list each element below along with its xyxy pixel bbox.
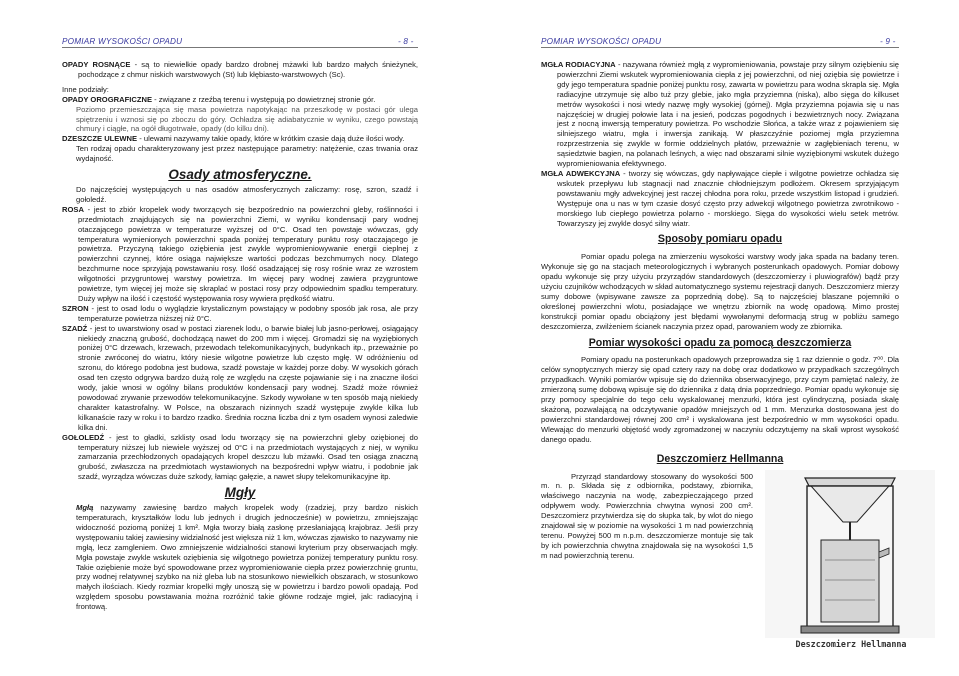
radiacyjna-paragraph (541, 60, 899, 169)
adwekcyjna-text: - tworzy się wówczas, gdy napływające ciepłe i wilgotne powietrze ochładza się wskutek przepływu lub stagnacji nad znacznie chłodniejszym podłożem. Okresem sprzyjającym powstawaniu mgły adwekcyjnej jest raczej chłodna pora roku, przede wszystkim listopad i grudzień. Występuje ona u nas w tym czasie dosyć często przy adwekcji wilgotnego powietrza zwrotnikowo - morskiego lub ciepłego powietrza polarno - morskiego. Sięga do wysokości wielu setek metrów. Towarzyszy jej zwykle dosyć silny wiatr. (557, 168, 900, 228)
mgly-text: nazywamy zawiesinę bardzo małych kropelek wody (rzadziej, przy bardzo niskich temperaturach, kryształków lodu lub jednych i drugich jednocześnie) w powietrzu, zmniejszając widoczność poziomą poniżej 1 km². Mgła tworzy białą zasłonę przesłaniającą krajobraz. Jeśli przy występowaniu takiej zawiesiny widzialność jest większa niż 1 km, wówczas zjawisko to nazywamy nie mgłą, lecz zamgleniem. Owo zmniejszenie widzialności stanowi kryterium przy obserwacjach mgły. Mgła powstaje zwykle wskutek oziębienia się wilgotnego powietrza poniżej temperatury punktu rosy. Takie oziębienie może być spowodowane przez wypromieniowanie ciepła przez powierzchnię gruntu, przy wodnej relatywnej szybko na niż gleba lub na stosunkowo niewielkich obszarach, w stosunkowo małych ilościach. Kiedy rozmiar kropelki mgły unoszą się w powietrzu i bardzo powoli opadają. Pod względem sposobu powstawania można rozróżnić takie główne rodzaje mgieł, jak: radiacyjną i frontową. (76, 503, 418, 612)
rosa-term: ROSA (62, 204, 84, 214)
ulewne-paragraph (62, 134, 418, 144)
mgly-term: Mgłą (76, 503, 94, 513)
orograficzne-text: - związane z rzeźbą terenu i występują po dowietrznej stronie gór. (152, 94, 376, 104)
figure-caption: Deszczomierz Hellmanna (795, 639, 907, 649)
inne-podzialy: Inne podziały: (62, 84, 109, 94)
osady-intro: Do najczęściej występujących u nas osadów atmosferycznych zaliczamy: rosę, szron, szadź i gołoledź. (76, 184, 418, 204)
left-column-text (62, 60, 418, 612)
hellmann-paragraph: Przyrząd standardowy stosowany do wysokości 500 m. n. p. Składa się z odbiornika, podstawy, zbiornika, właściwego naczynia na wodę, zabezpieczającego przed odpływem wody. Powierzchnia chwytna wynosi 200 cm². Deszczomierz przytwierdza się do słupka tak, by wlot do niego znajdował się w poziomie na wysokości 1 m nad powierzchnią terenu. Powyżej 500 m n.p.m. deszczomierze montuje się tak by ich powierzchnia chwytna znajdowała się na wysokości 1,5 m nad powierzchnią terenu. (541, 471, 753, 560)
gololedz-term: GOŁOLEDŹ (62, 432, 105, 442)
gololedz-text: - jest to gładki, szklisty osad lodu tworzący się na powierzchni gleby oziębionej do temperatury niższej lub niewiele wyższej od 0°C i na przedmiotach wystających z niej, w wyniku zamarzania przechłodzonych opadających kropel deszczu lub mżawki. Osad ten osiąga znaczną grubość, zwłaszcza na przedmiotach wystawionych na bezpośredni wpływ wiatru, i podobnie jak szadź, wyrządza wówczas duże szkody, łamiąc gałęzie, a nawet słupy telekomunikacyjne itp. (78, 432, 418, 482)
radiacyjna-term: MGŁA RODIACYJNA (541, 60, 616, 69)
orograficzne-detail: Poziomo przemieszczająca się masa powietrza napotykając na przeszkodę w postaci gór ulega spiętrzeniu i wznosi się po zboczu do góry. Ochładza się adiabatycznie w wyniku, czego powstają chmury i ciągłe, na ogół długotrwałe, opady (do kilku dni). (76, 104, 418, 134)
left-header-title: POMIAR WYSOKOŚCI OPADU (62, 37, 183, 46)
sposoby-paragraph: Pomiar opadu polega na zmierzeniu wysokości warstwy wody jaka spada na badany teren. Wykonuje się go na stacjach meteorologicznych i wybranych posterunkach opadowych. Pomiar dobowy opadu wykonuje się przy użyciu przyrządów standardowych (deszczomierzy i pluwiografów) bądź przy użyciu czujników wchodzących w skład automatycznego systemu rejestracji danych. Deszczomierz mierzy sumy dobowe (wpisywane zawsze za poprzednią dobę). Są to najczęściej blaszane pojemniki o określonej powierzchni wlotu, posiadające we wnętrzu zbiornik na wodę opadową. Mimo prostej konstrukcji pomiar opadu obciążony jest błędami wywołanymi deformacją strug w pobliżu samego deszczomierza, zwilżeniem ścianek naczynia przez opad, parowaniem wody ze zbiornika. (541, 252, 899, 331)
szron-term: SZRON (62, 303, 89, 313)
opady-rosnace-paragraph (62, 60, 418, 80)
orograficzne-term: OPADY OROGRAFICZNE (62, 94, 153, 104)
right-header-title: POMIAR WYSOKOŚCI OPADU (541, 37, 662, 46)
deszczomierz-heading: Pomiar wysokości opadu za pomocą deszczomierza (588, 336, 852, 349)
ulewne-text: - ulewami nazywamy takie opady, które w krótkim czasie dają duże ilości wody. (137, 134, 405, 144)
mgly-paragraph (62, 503, 418, 612)
rosa-paragraph (62, 205, 418, 304)
opady-rosnace-text: - są to niewielkie opady bardzo drobnej mżawki lub bardzo małych śnieżynek, pochodzące z chmur niskich warstwowych (St) lub kłębiasto-warstwowych (Sc). (78, 60, 418, 79)
left-header-rule (62, 47, 418, 48)
rosa-text: - jest to zbiór kropelek wody tworzących się bezpośrednio na powierzchni gleby, roślinności i przedmiotach znajdujących się na powierzchni Ziemi, w wyniku kondensacji pary wodnej otaczającego powietrza w temperaturze wyższej od 0°C. Osad ten powstaje wówczas, gdy temperatura wymienionych powierzchni spada poniżej temperatury punktu rosy otaczającego je powietrza. Przyczyną takiego oziębienia jest zwykle wypromieniowywanie energii cieplnej z powierzchni czynnej, które osiąga największe wartości podczas bezchmurnych nocy. Dlatego bezchmurne noce sprzyjają powstawaniu rosy. Ilość osadzającej się rosy rośnie wraz ze wzrostem wilgotności przygruntowej warstwy powietrza. Im więcej pary wodnej zawiera przygruntowe powietrze, tym więcej jej może się skraplać w postaci rosy przy odpowiednim spadku temperatury. Duży wpływ na ilość i częstość występowania rosy wywiera prędkość wiatru. (78, 204, 418, 303)
deszczomierz-paragraph: Pomiary opadu na posterunkach opadowych przeprowadza się 1 raz dziennie o godz. 7⁰⁰. Dla celów synoptycznych mierzy się opad cztery razy na dobę oraz dodatkowo w przypadkach szczególnych przypadkach. Wyniki pomiarów wpisuje się do dziennika obserwacyjnego, przy czym pamiętać należy, że zmierzoną sumę dobową wpisuje się do dziennika z datą dnia poprzedniego. Pomiar opadu wykonuje się przy pomocy specjalnie do tego celu wyskalowanej menzurki, która jest cylindryczną, posiada skalę skażoną, pozwalającą na odczytywanie opadów mniejszych od 1 mm. Menzurka dostosowana jest do powierzchni standardowej równej 200 cm² i wyskalowana jest bezpośrednio w mm wysokości opadu. Wlewając do menzurki objętość wody zgromadzonej w naczyniu odczytujemy na skali wprost wysokość danego opadu. (541, 355, 899, 444)
adwekcyjna-term: MGŁA ADWEKCYJNA (541, 168, 621, 178)
szron-text: - jest to osad lodu o wyglądzie krystalicznym powstający w podobny sposób jak rosa, ale przy temperaturze powietrza niższej niż 0°C. (78, 303, 418, 323)
orograficzne-paragraph (62, 95, 418, 105)
ulewne-detail: Ten rodzaj opadu charakteryzowany jest przez następujące parametry: natężenie, czas trwania oraz wydajność. (76, 144, 418, 164)
right-page-number: - 9 - (880, 37, 896, 46)
radiacyjna-text: - nazywana również mgłą z wypromieniowania, powstaje przy silnym oziębieniu się powierzchni Ziemi wskutek wypromieniowania ciepła z jej powierzchni, od niej oziębia się powietrze i gdy jego temperatura spadnie poniżej punktu rosy, zawarta w powietrzu para wodna skrapla się. Mgła radiacyjne utrzymuje się albo tuż przy glebie, jako mgła przyziemna (niska), albo sięga do kilkuset metrów wysokości i nosi wtedy nazwę mgły wysokiej (górnej). Mgła przyziemna pojawia się u nas najczęściej w drugiej połowie lata i na jesień, podczas pogodnych i bezwietrznych nocy. Związana jest z nocną inwersją temperatury powietrza. Po wschodzie Słońca, a także wraz z pojawieniem się silniejszego wiatru, mgła i inwersja zanikają. W płaszczyźnie poziomej mgła przyziemna rozprzestrzenia się zwykle w formie oddzielnych płatów, przeważnie w zagłębieniach terenu, w sąsiedztwie bagien, na polanach leśnych, a więc nad obszarami silnie wyziębionymi wskutek dużego wypromieniowania efektywnego. (557, 60, 899, 169)
szadz-text: - jest to uwarstwiony osad w postaci ziarenek lodu, o barwie białej lub jasno-perłowej, osiągający niekiedy znaczną grubość, dochodzącą nawet do 200 mm i więcej. Gromadzi się na wyziębionych poniżej 0°C drzewach, krzewach, przewodach telekomunikacyjnych, budynkach itp., przeważnie po stronie zwróconej do wiatru, który niesie wilgotne powietrze lub często mgłę. W odróżnieniu od szronu, do którego podobna jest budowa, szadź powstaje w każdej porze doby. W wysokich górach osad ten często odgrywa bardzo dużą rolę ze względu na częste pojawianie się i na znaczne ilości wody, jakie wnosi w ogólny bilans produktów kondensacji pary wodnej. Szadź może również powodować zrywanie przewodów telekomunikacyjne. Szkody wywołane w ten sposób mają niekiedy charakter katastrofalny. W Polsce, na obszarach nizinnych szadź występuje zwykle kilka lub kilkanaście razy w roku i to bardzo rzadko. Średnia roczna liczba dni z tym osadem wynosi zaledwie kilka dni. (78, 323, 418, 432)
osady-heading: Osady atmosferyczne. (168, 167, 312, 183)
hellmann-gauge-illustration (765, 470, 935, 638)
left-page-number: - 8 - (398, 37, 414, 46)
opady-rosnace-term: OPADY ROSNĄCE (62, 60, 131, 69)
sposoby-heading: Sposoby pomiaru opadu (657, 233, 783, 246)
right-page (480, 0, 959, 676)
right-header-rule (541, 47, 899, 48)
szadz-paragraph (62, 324, 418, 433)
gololedz-paragraph (62, 433, 418, 483)
adwekcyjna-paragraph (541, 169, 899, 228)
mgly-heading: Mgły (224, 485, 256, 501)
hellmann-heading: Deszczomierz Hellmanna (656, 452, 784, 465)
ulewne-term: DZESZCZE ULEWNE (62, 134, 138, 144)
szron-paragraph (62, 304, 418, 324)
szadz-term: SZADŹ (62, 323, 88, 333)
